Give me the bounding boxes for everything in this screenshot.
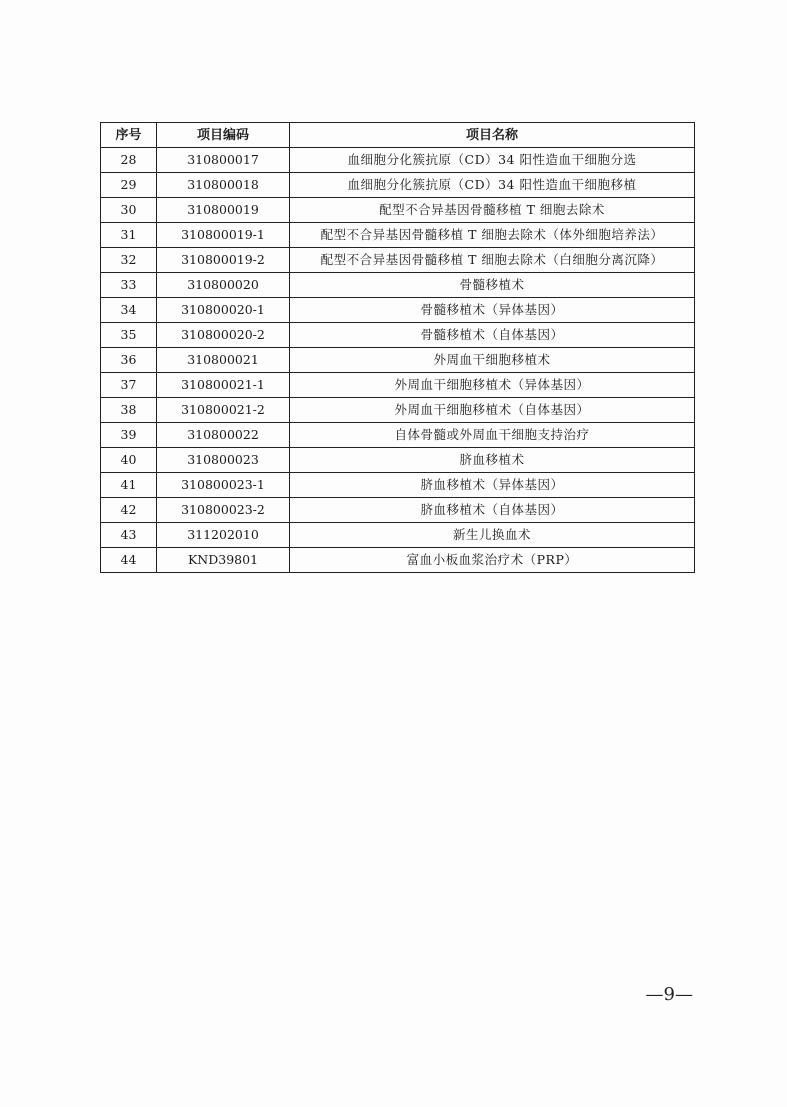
- row-code: 310800021: [157, 348, 290, 373]
- row-code: 310800020-2: [157, 323, 290, 348]
- header-code: 项目编码: [157, 123, 290, 148]
- row-name: 配型不合异基因骨髓移植 T 细胞去除术: [290, 198, 695, 223]
- row-code: 310800022: [157, 423, 290, 448]
- row-name: 脐血移植术（异体基因）: [290, 473, 695, 498]
- row-code: 310800020-1: [157, 298, 290, 323]
- row-seq: 33: [101, 273, 157, 298]
- table-row: [101, 548, 695, 573]
- row-code: 310800018: [157, 173, 290, 198]
- row-code: 310800021-1: [157, 373, 290, 398]
- row-name: 脐血移植术: [290, 448, 695, 473]
- table-row: [101, 198, 695, 223]
- row-name: 外周血干细胞移植术（异体基因）: [290, 373, 695, 398]
- table-row: [101, 398, 695, 423]
- row-seq: 30: [101, 198, 157, 223]
- row-name: 血细胞分化簇抗原（CD）34 阳性造血干细胞移植: [290, 173, 695, 198]
- table-row: [101, 298, 695, 323]
- table-row: [101, 523, 695, 548]
- row-code: 310800017: [157, 148, 290, 173]
- table-row: [101, 498, 695, 523]
- row-seq: 40: [101, 448, 157, 473]
- row-seq: 28: [101, 148, 157, 173]
- row-seq: 32: [101, 248, 157, 273]
- row-name: 富血小板血浆治疗术（PRP）: [290, 548, 695, 573]
- row-seq: 39: [101, 423, 157, 448]
- page-number: —9—: [645, 984, 693, 1005]
- row-seq: 43: [101, 523, 157, 548]
- table-row: [101, 173, 695, 198]
- row-code: 310800021-2: [157, 398, 290, 423]
- table-header-row: [101, 123, 695, 148]
- table-row: [101, 373, 695, 398]
- row-seq: 31: [101, 223, 157, 248]
- row-code: 311202010: [157, 523, 290, 548]
- table-row: [101, 248, 695, 273]
- row-name: 骨髓移植术: [290, 273, 695, 298]
- row-name: 外周血干细胞移植术: [290, 348, 695, 373]
- row-name: 骨髓移植术（异体基因）: [290, 298, 695, 323]
- row-code: 310800023: [157, 448, 290, 473]
- header-name: 项目名称: [290, 123, 695, 148]
- row-name: 骨髓移植术（自体基因）: [290, 323, 695, 348]
- row-name: 血细胞分化簇抗原（CD）34 阳性造血干细胞分选: [290, 148, 695, 173]
- table-row: [101, 448, 695, 473]
- row-code: 310800019-2: [157, 248, 290, 273]
- row-name: 外周血干细胞移植术（自体基因）: [290, 398, 695, 423]
- table-row: [101, 423, 695, 448]
- items-table: [100, 122, 695, 573]
- row-name: 配型不合异基因骨髓移植 T 细胞去除术（白细胞分离沉降）: [290, 248, 695, 273]
- header-seq: 序号: [101, 123, 157, 148]
- row-name: 新生儿换血术: [290, 523, 695, 548]
- row-code: 310800020: [157, 273, 290, 298]
- row-seq: 36: [101, 348, 157, 373]
- table-row: [101, 348, 695, 373]
- row-seq: 42: [101, 498, 157, 523]
- row-seq: 34: [101, 298, 157, 323]
- table-row: [101, 323, 695, 348]
- table-body: [101, 148, 695, 573]
- row-seq: 37: [101, 373, 157, 398]
- row-name: 自体骨髓或外周血干细胞支持治疗: [290, 423, 695, 448]
- row-name: 配型不合异基因骨髓移植 T 细胞去除术（体外细胞培养法）: [290, 223, 695, 248]
- row-code: 310800023-1: [157, 473, 290, 498]
- row-code: 310800019-1: [157, 223, 290, 248]
- table-row: [101, 223, 695, 248]
- table-row: [101, 473, 695, 498]
- row-seq: 35: [101, 323, 157, 348]
- table-row: [101, 148, 695, 173]
- row-seq: 29: [101, 173, 157, 198]
- row-name: 脐血移植术（自体基因）: [290, 498, 695, 523]
- row-seq: 41: [101, 473, 157, 498]
- table-row: [101, 273, 695, 298]
- row-seq: 38: [101, 398, 157, 423]
- row-code: 310800023-2: [157, 498, 290, 523]
- row-code: 310800019: [157, 198, 290, 223]
- table-header: [101, 123, 695, 148]
- row-seq: 44: [101, 548, 157, 573]
- row-code: KND39801: [157, 548, 290, 573]
